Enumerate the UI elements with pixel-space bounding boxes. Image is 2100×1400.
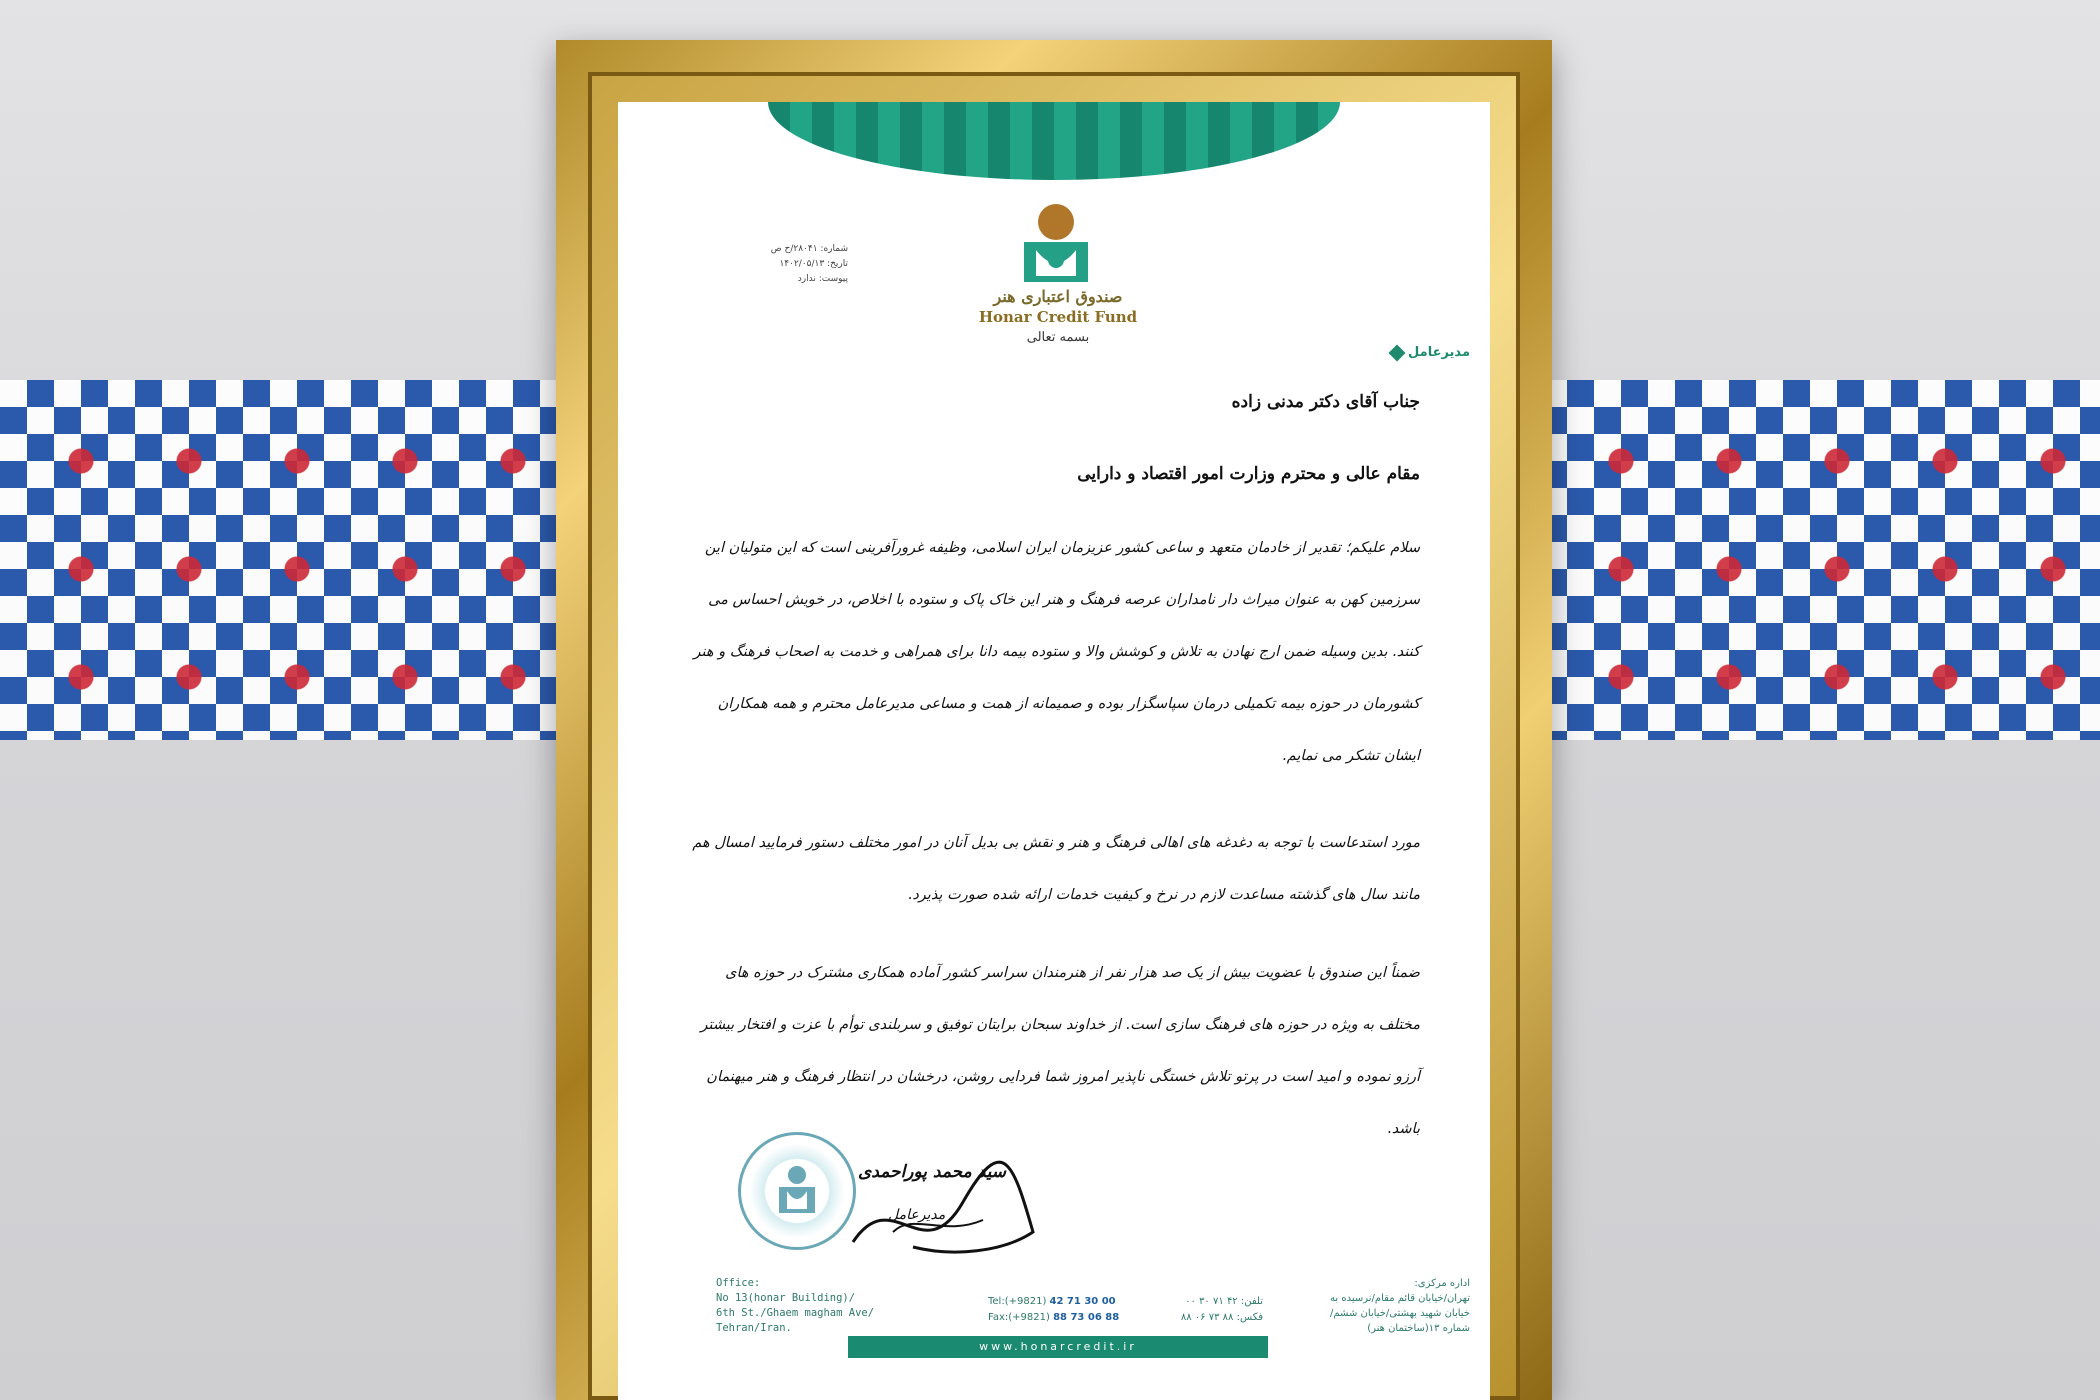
letter-paper bbox=[618, 102, 1490, 1400]
office-fa-label: اداره مرکزی: bbox=[1414, 1278, 1470, 1289]
contact-numbers-en bbox=[988, 1294, 1119, 1326]
ceo-label: مدیرعامل bbox=[1408, 345, 1470, 360]
office-line-3: Tehran/Iran. bbox=[716, 1322, 792, 1334]
letter-number: شماره: ۲۸۰۴۱/ح ص bbox=[770, 244, 848, 254]
signer-name: سید محمد پوراحمدی bbox=[858, 1162, 1006, 1182]
office-fa-line-3: شماره ۱۳(ساختمان هنر) bbox=[1367, 1323, 1470, 1334]
letter-paragraph-3: ضمناً این صندوق با عضویت بیش از یک صد هزار نفر از هنرمندان سراسر کشور آماده همکاری مشترک در حوزه های مختلف به ویژه در حوزه های فرهنگ سازی است. از خداوند سبحان برایتان توفیق و سربلندی توأم با عزت و افتخار بیشتر آرزو نموده و امید است در پرتو تلاش خستگی ناپذیر امروز شما فردایی روشن، درخشان در انتظار فرهنگ و هنر میهنمان باشد. bbox=[700, 965, 1420, 1137]
office-fa-line-2: خیابان شهید بهشتی/خیابان ششم/ bbox=[1330, 1308, 1470, 1319]
star-icon bbox=[1389, 344, 1406, 361]
handwritten-signature bbox=[833, 1142, 1053, 1262]
website-bar: www.honarcredit.ir bbox=[848, 1336, 1268, 1358]
fund-name-fa: صندوق اعتباری هنر bbox=[993, 287, 1123, 306]
office-label: Office: bbox=[716, 1277, 761, 1289]
office-line-1: No 13(honar Building)/ bbox=[716, 1292, 856, 1304]
addressee: جناب آقای دکتر مدنی زاده bbox=[1231, 392, 1420, 412]
tel-value: 42 71 30 00 bbox=[1049, 1296, 1116, 1307]
letter-meta bbox=[738, 242, 848, 287]
stamp-logo-icon bbox=[775, 1165, 819, 1217]
bismillah: بسمه تعالی bbox=[1026, 330, 1090, 345]
tel-label: Tel:(+9821) bbox=[988, 1296, 1047, 1307]
addressee-title: مقام عالی و محترم وزارت امور اقتصاد و دارایی bbox=[1077, 464, 1420, 484]
gold-picture-frame bbox=[556, 40, 1552, 1400]
office-address-fa bbox=[1280, 1276, 1470, 1336]
fund-name-en: Honar Credit Fund bbox=[978, 308, 1138, 326]
top-ornament-band bbox=[768, 102, 1340, 180]
background-red-accents-right bbox=[1540, 380, 2100, 740]
contact-numbers-fa bbox=[1123, 1294, 1263, 1326]
fax-label: Fax:(+9821) bbox=[988, 1312, 1050, 1323]
office-fa-line-1: تهران/خیابان قائم مقام/نرسیده به bbox=[1330, 1293, 1470, 1304]
fax-fa: فکس: ۸۸ ۷۳ ۰۶ ۸۸ bbox=[1180, 1312, 1263, 1323]
office-line-2: 6th St./Ghaem magham Ave/ bbox=[716, 1307, 875, 1319]
phone-fa: تلفن: ۴۲ ۷۱ ۳۰ ۰۰ bbox=[1185, 1296, 1263, 1307]
letter-attachment: پیوست: ندارد bbox=[797, 274, 848, 284]
letter-paragraph-1: سلام علیکم؛ تقدیر از خادمان متعهد و ساعی کشور عزیزمان ایران اسلامی، وظیفه غرورآفرینی است که این متولیان این سرزمین کهن به عنوان میراث دار نامداران عرصه فرهنگ و هنر این خاک پاک و ستوده با اخلاص، در خویش احساس می کنند. بدین وسیله ضمن ارج نهادن به تلاش و کوشش والا و ستوده بیمه دانا برای همراهی و خدمت به اصحاب فرهنگ و هنر کشورمان در حوزه بیمه تکمیلی درمان سپاسگزار بوده و صمیمانه از همت و مساعی مدیرعامل محترم و همه همکاران ایشان تشکر می نمایم. bbox=[693, 540, 1420, 764]
letter-footer bbox=[618, 1276, 1490, 1366]
office-address-en bbox=[716, 1276, 874, 1336]
fund-logo-icon bbox=[1016, 202, 1096, 292]
letter-paragraph-2: مورد استدعاست با توجه به دغدغه های اهالی فرهنگ و هنر و نقش بی بدیل آنان در امور مختلف دستور فرمایید امسال هم مانند سال های گذشته مساعدت لازم در نرخ و کیفیت خدمات ارائه شده صورت پذیرد. bbox=[692, 835, 1420, 903]
fax-value: 88 73 06 88 bbox=[1053, 1312, 1120, 1323]
letter-date: تاریخ: ۱۴۰۲/۰۵/۱۳ bbox=[779, 259, 848, 269]
background-red-accents-left bbox=[0, 380, 560, 740]
ceo-heading bbox=[1391, 345, 1470, 360]
signer-title: مدیرعامل bbox=[888, 1207, 946, 1223]
